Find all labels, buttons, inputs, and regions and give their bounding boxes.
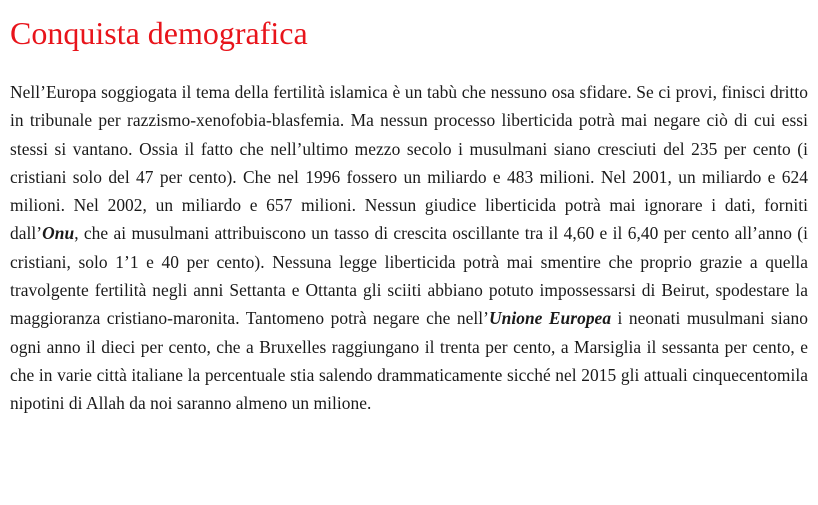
- body-text: , che ai musulmani attribuiscono un tasso di crescita oscillante tra il 4,60 e il 6,40 per cento all’anno (i cristiani, solo 1’1 e 40 per cento). Nessuna legge liberticida potrà mai smentire che proprio grazie a quella travolgente fertilità negli anni Settanta e Ottanta gli sciiti abbiano potuto impossessarsi di Beirut, spodestare la maggioranza cristiano-maronita. Tantomeno potrà negare che nell’: [10, 223, 808, 329]
- article-body: [10, 78, 808, 418]
- body-emphasis-unione-europea: Unione Europea: [488, 308, 612, 329]
- article-title: Conquista demografica: [10, 15, 308, 51]
- body-text: Nell’Europa soggiogata il tema della fertilità islamica è un tabù che nessuno osa sfidare. Se ci provi, finisci dritto in tribunale per razzismo-xenofobia-blasfemia. Ma nessun processo liberticida potrà mai negare ciò di cui essi stessi si vantano. Ossia il fatto che nell’ultimo mezzo secolo i musulmani siano cresciuti del 235 per cento (i cristiani solo del 47 per cento). Che nel 1996 fossero un miliardo e 483 milioni. Nel 2001, un miliardo e 624 milioni. Nel 2002, un miliardo e 657 milioni. Nessun giudice liberticida potrà mai ignorare i dati, forniti dall’: [10, 82, 808, 244]
- body-text: i neonati musulmani siano ogni anno il dieci per cento, che a Bruxelles raggiungano il trenta per cento, a Marsiglia il sessanta per cento, e che in varie città italiane la percentuale stia salendo drammaticamente sicché nel 2015 gli attuali cinquecentomila nipotini di Allah da noi saranno almeno un milione.: [10, 308, 808, 414]
- body-emphasis-onu: Onu: [42, 223, 75, 244]
